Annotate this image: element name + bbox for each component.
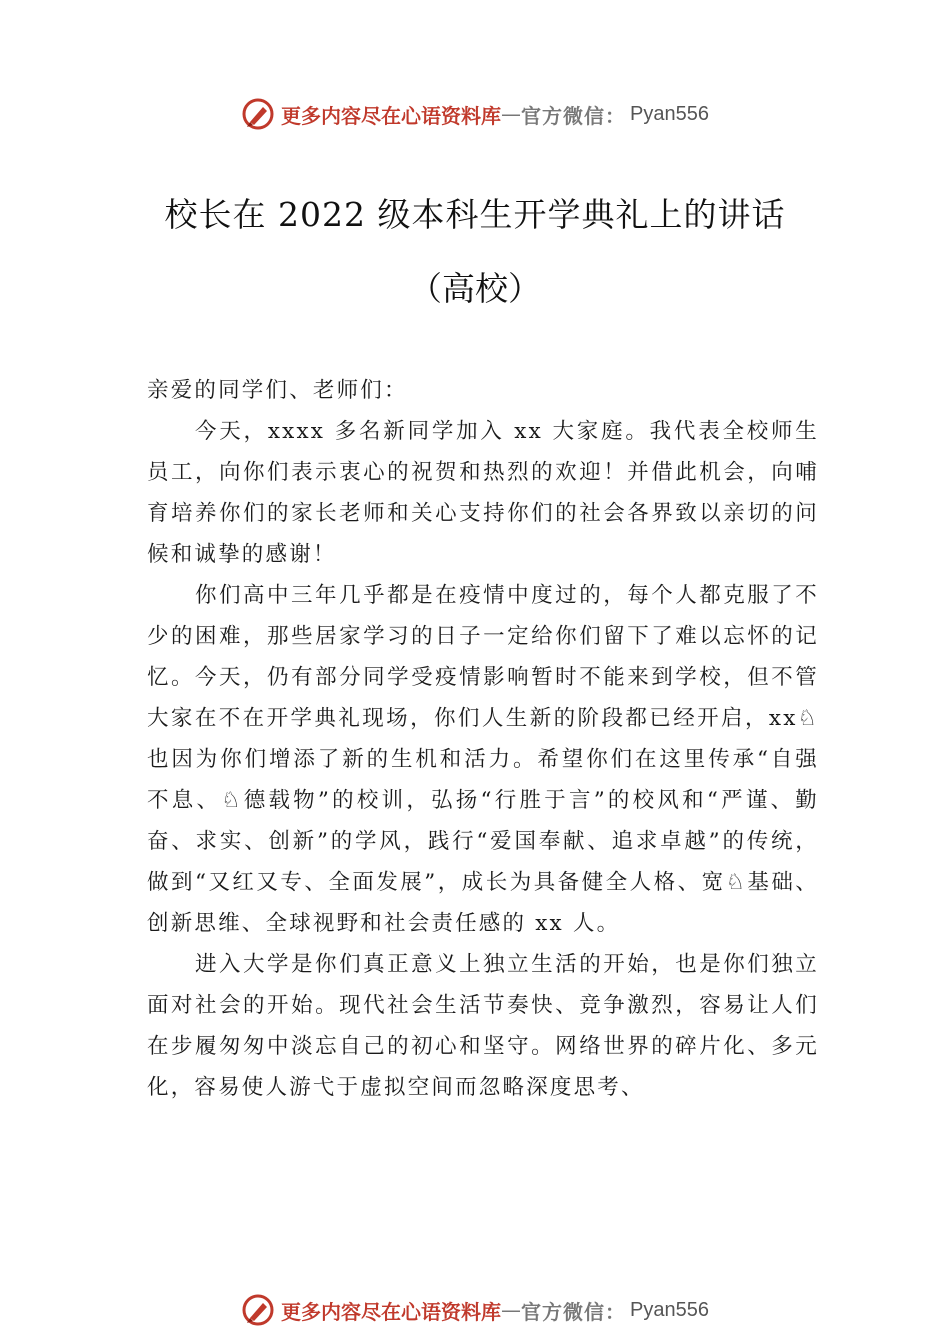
salutation: 亲爱的同学们、老师们： [147,378,408,403]
footer-wechat-id: Pyan556 [630,1298,709,1321]
banner-brand-text: 更多内容尽在心语资料库 [281,103,502,128]
header-banner [0,94,950,134]
footer-separator: — [501,1298,522,1322]
footer-brand-text: 更多内容尽在心语资料库 [281,1299,502,1324]
document-subtitle: （高校） [409,269,541,308]
paragraph-2: 你们高中三年几乎都是在疫情中度过的，每个人都克服了不少的困难，那些居家学习的日子一定给你们留下了难以忘怀的记忆。今天，仍有部分同学受疫情影响暂时不能来到学校，但不管大家在不在开学典礼现场，你们人生新的阶段都已经开启，xx♘也因为你们增添了新的生机和活力。希望你们在这里传承“自强不息、♘德载物”的校训，弘扬“行胜于言”的校风和“严谨、勤奋、求实、创新”的学风，践行“爱国奉献、追求卓越”的传统，做到“又红又专、全面发展”，成长为具备健全人格、宽♘基础、创新思维、全球视野和社会责任感的 xx 人。 [147,583,819,936]
paragraph-1: 今天，xxxx 多名新同学加入 xx 大家庭。我代表全校师生员工，向你们表示衷心的祝贺和热烈的欢迎！并借此机会，向哺育培养你们的家长老师和关心支持你们的社会各界致以亲切的问候和诚挚的感谢！ [147,419,819,567]
banner-wechat-id: Pyan556 [630,102,709,125]
document-body [147,370,819,1108]
pen-nib-logo-icon [241,97,275,131]
banner-separator: — [501,102,522,126]
banner-official-label: 官方微信： [521,103,627,128]
document-title: 校长在 2022 级本科生开学典礼上的讲话 [164,195,786,234]
footer-banner [0,1290,950,1330]
pen-nib-logo-icon [241,1293,275,1327]
paragraph-3: 进入大学是你们真正意义上独立生活的开始，也是你们独立面对社会的开始。现代社会生活节奏快、竞争激烈，容易让人们在步履匆匆中淡忘自己的初心和坚守。网络世界的碎片化、多元化，容易使人游弋于虚拟空间而忽略深度思考、 [147,952,819,1100]
footer-official-label: 官方微信： [521,1299,627,1324]
